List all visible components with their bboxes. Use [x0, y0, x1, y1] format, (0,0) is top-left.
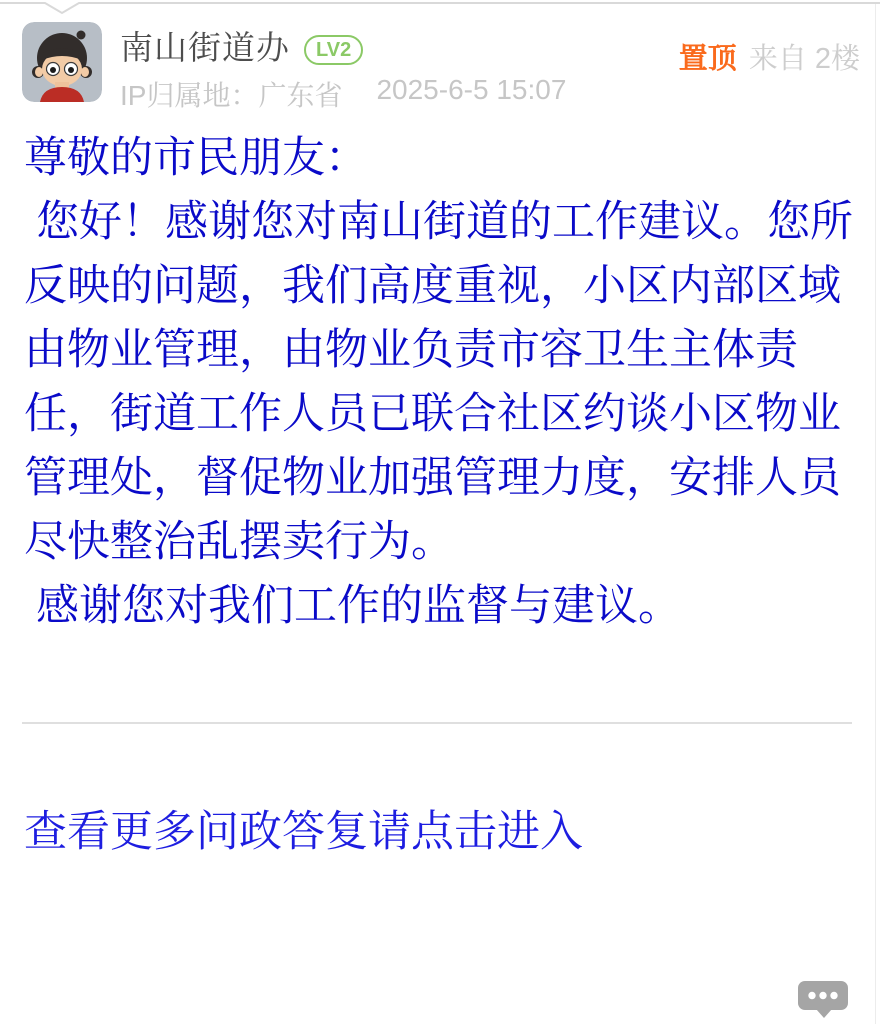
pinned-tag: 置顶 [678, 43, 737, 75]
post-paragraph-salutation: 尊敬的市民朋友： [24, 134, 368, 182]
username[interactable]: 南山街道办 [120, 29, 290, 66]
ip-location: IP归属地：广东省 [120, 80, 343, 111]
more-replies-link[interactable]: 查看更多问政答复请点击进入 [24, 808, 583, 856]
post-flags [679, 36, 860, 77]
floor-label: 来自 2楼 [748, 43, 860, 75]
post-paragraph-main: 您好！感谢您对南山街道的工作建议。您所反映的问题，我们高度重视，小区内部区域由物业管理，由物业负责市容卫生主体责任，街道工作人员已联合社区约谈小区物业管理处，督促物业加强管理力度，安排人员尽快整治乱摆卖行为。 [24, 198, 853, 566]
post-body [24, 126, 857, 638]
level-badge: LV2 [304, 35, 363, 65]
card-right-border [875, 4, 876, 1024]
post-paragraph-closing: 感谢您对我们工作的监督与建议。 [24, 582, 681, 630]
comment-bubble-icon[interactable] [797, 978, 849, 1018]
avatar[interactable] [22, 22, 102, 102]
timestamp: 2025-6-5 15:07 [376, 74, 567, 105]
post-meta [120, 74, 566, 114]
card-top-border-notch-icon [0, 0, 880, 20]
divider [22, 722, 852, 724]
author-row [120, 30, 363, 66]
boy-avatar-icon [22, 22, 102, 102]
